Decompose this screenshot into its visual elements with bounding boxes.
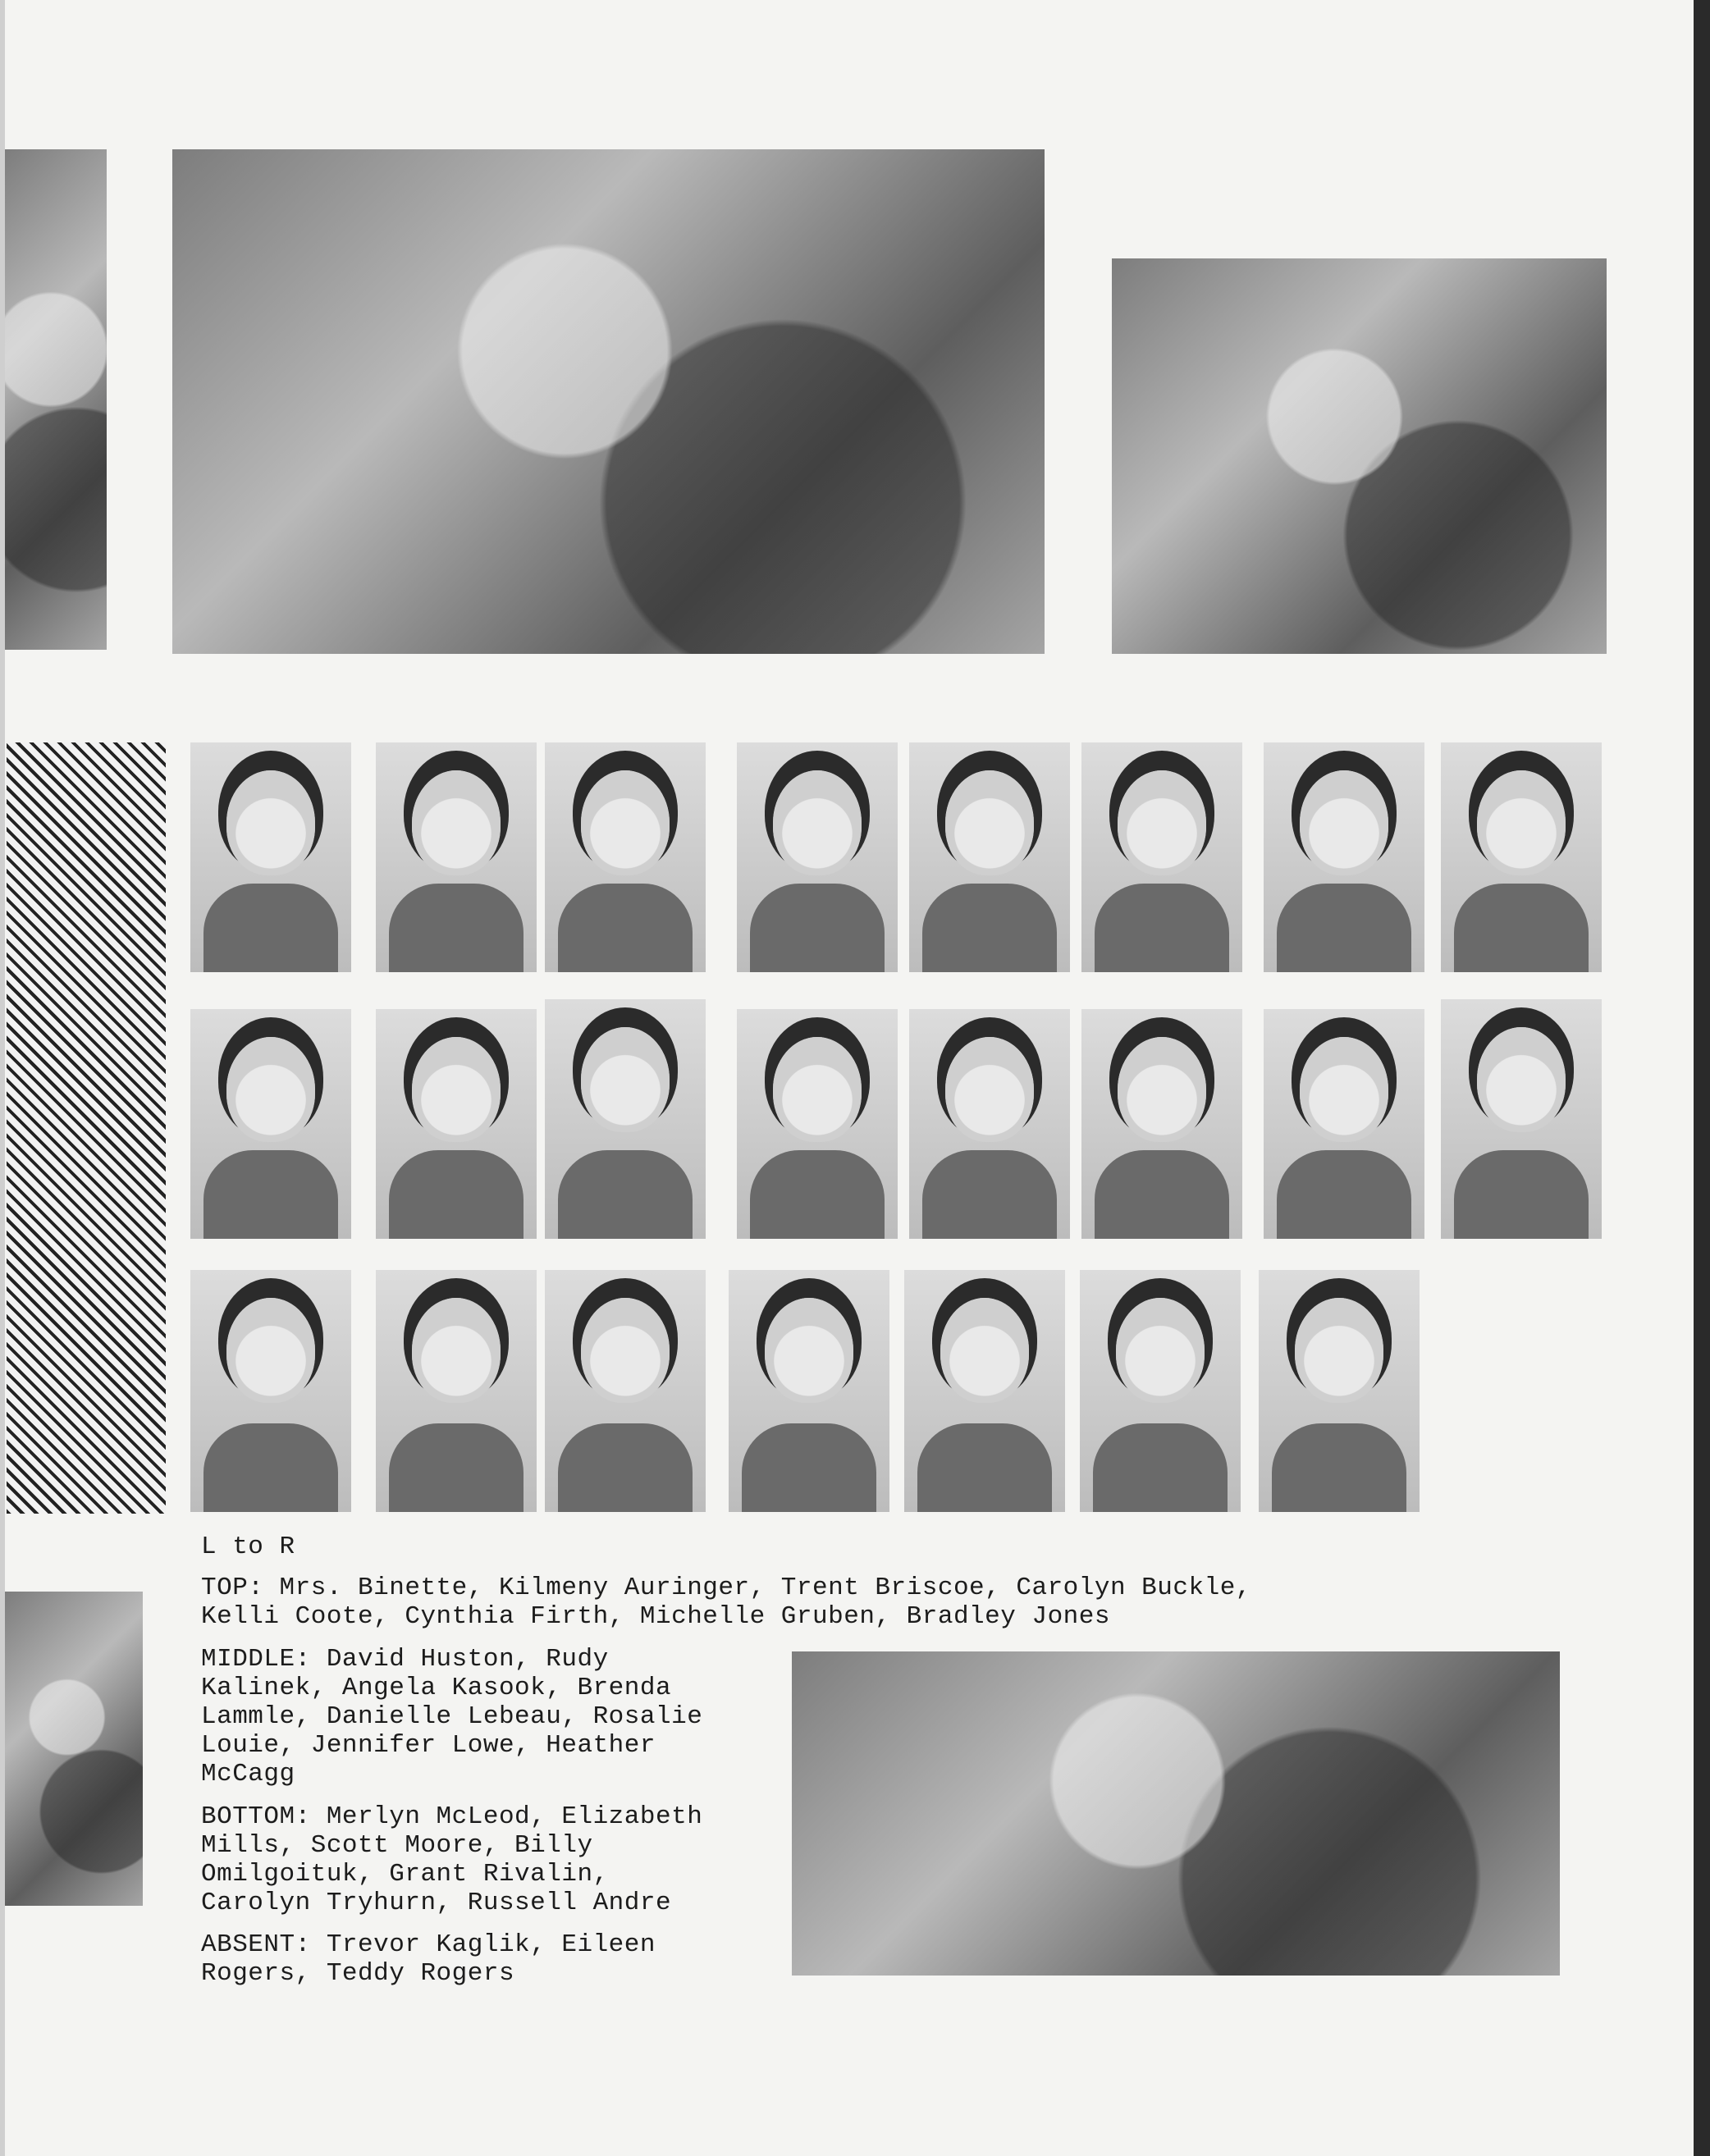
portrait-top-3 [545,742,706,972]
portrait-middle-4 [737,1009,898,1239]
candid-photo-boy-reading [1112,258,1607,654]
portrait-middle-7 [1264,1009,1424,1239]
candid-photo-boy-at-table [792,1651,1560,1976]
portrait-middle-5 [909,1009,1070,1239]
caption-middle-row: MIDDLE: David Huston, Rudy Kalinek, Angela Kasook, Brenda Lammle, Danielle Lebeau, Rosalie Louie, Jennifer Lowe, Heather McCagg [201,1645,703,1788]
candid-photo-left-lower-cropped [5,1592,143,1906]
portrait-bottom-5 [904,1270,1065,1512]
candid-photo-girl-at-desk [172,149,1045,654]
portrait-middle-6 [1081,1009,1242,1239]
portrait-top-5 [909,742,1070,972]
portrait-middle-1 [190,1009,351,1239]
portrait-middle-3 [545,999,706,1239]
page-edge-right [1694,0,1710,2156]
zigzag-pattern-strip [7,742,166,1514]
portrait-top-8 [1441,742,1602,972]
portrait-bottom-1 [190,1270,351,1512]
portrait-bottom-2 [376,1270,537,1512]
portrait-bottom-7 [1259,1270,1420,1512]
portrait-middle-2 [376,1009,537,1239]
portrait-top-4 [737,742,898,972]
portrait-bottom-4 [729,1270,889,1512]
portrait-top-1 [190,742,351,972]
portrait-top-2 [376,742,537,972]
portrait-bottom-6 [1080,1270,1241,1512]
caption-top-row: TOP: Mrs. Binette, Kilmeny Auringer, Trent Briscoe, Carolyn Buckle, Kelli Coote, Cynthia Firth, Michelle Gruben, Bradley Jones [201,1574,1251,1631]
portrait-middle-8 [1441,999,1602,1239]
caption-bottom-row: BOTTOM: Merlyn McLeod, Elizabeth Mills, Scott Moore, Billy Omilgoituk, Grant Rivalin, Carolyn Tryhurn, Russell Andre [201,1802,703,1917]
candid-photo-left-cropped [5,149,107,650]
portrait-top-6 [1081,742,1242,972]
caption-heading: L to R [201,1532,295,1561]
portrait-bottom-3 [545,1270,706,1512]
caption-absent: ABSENT: Trevor Kaglik, Eileen Rogers, Teddy Rogers [201,1930,656,1988]
portrait-top-7 [1264,742,1424,972]
